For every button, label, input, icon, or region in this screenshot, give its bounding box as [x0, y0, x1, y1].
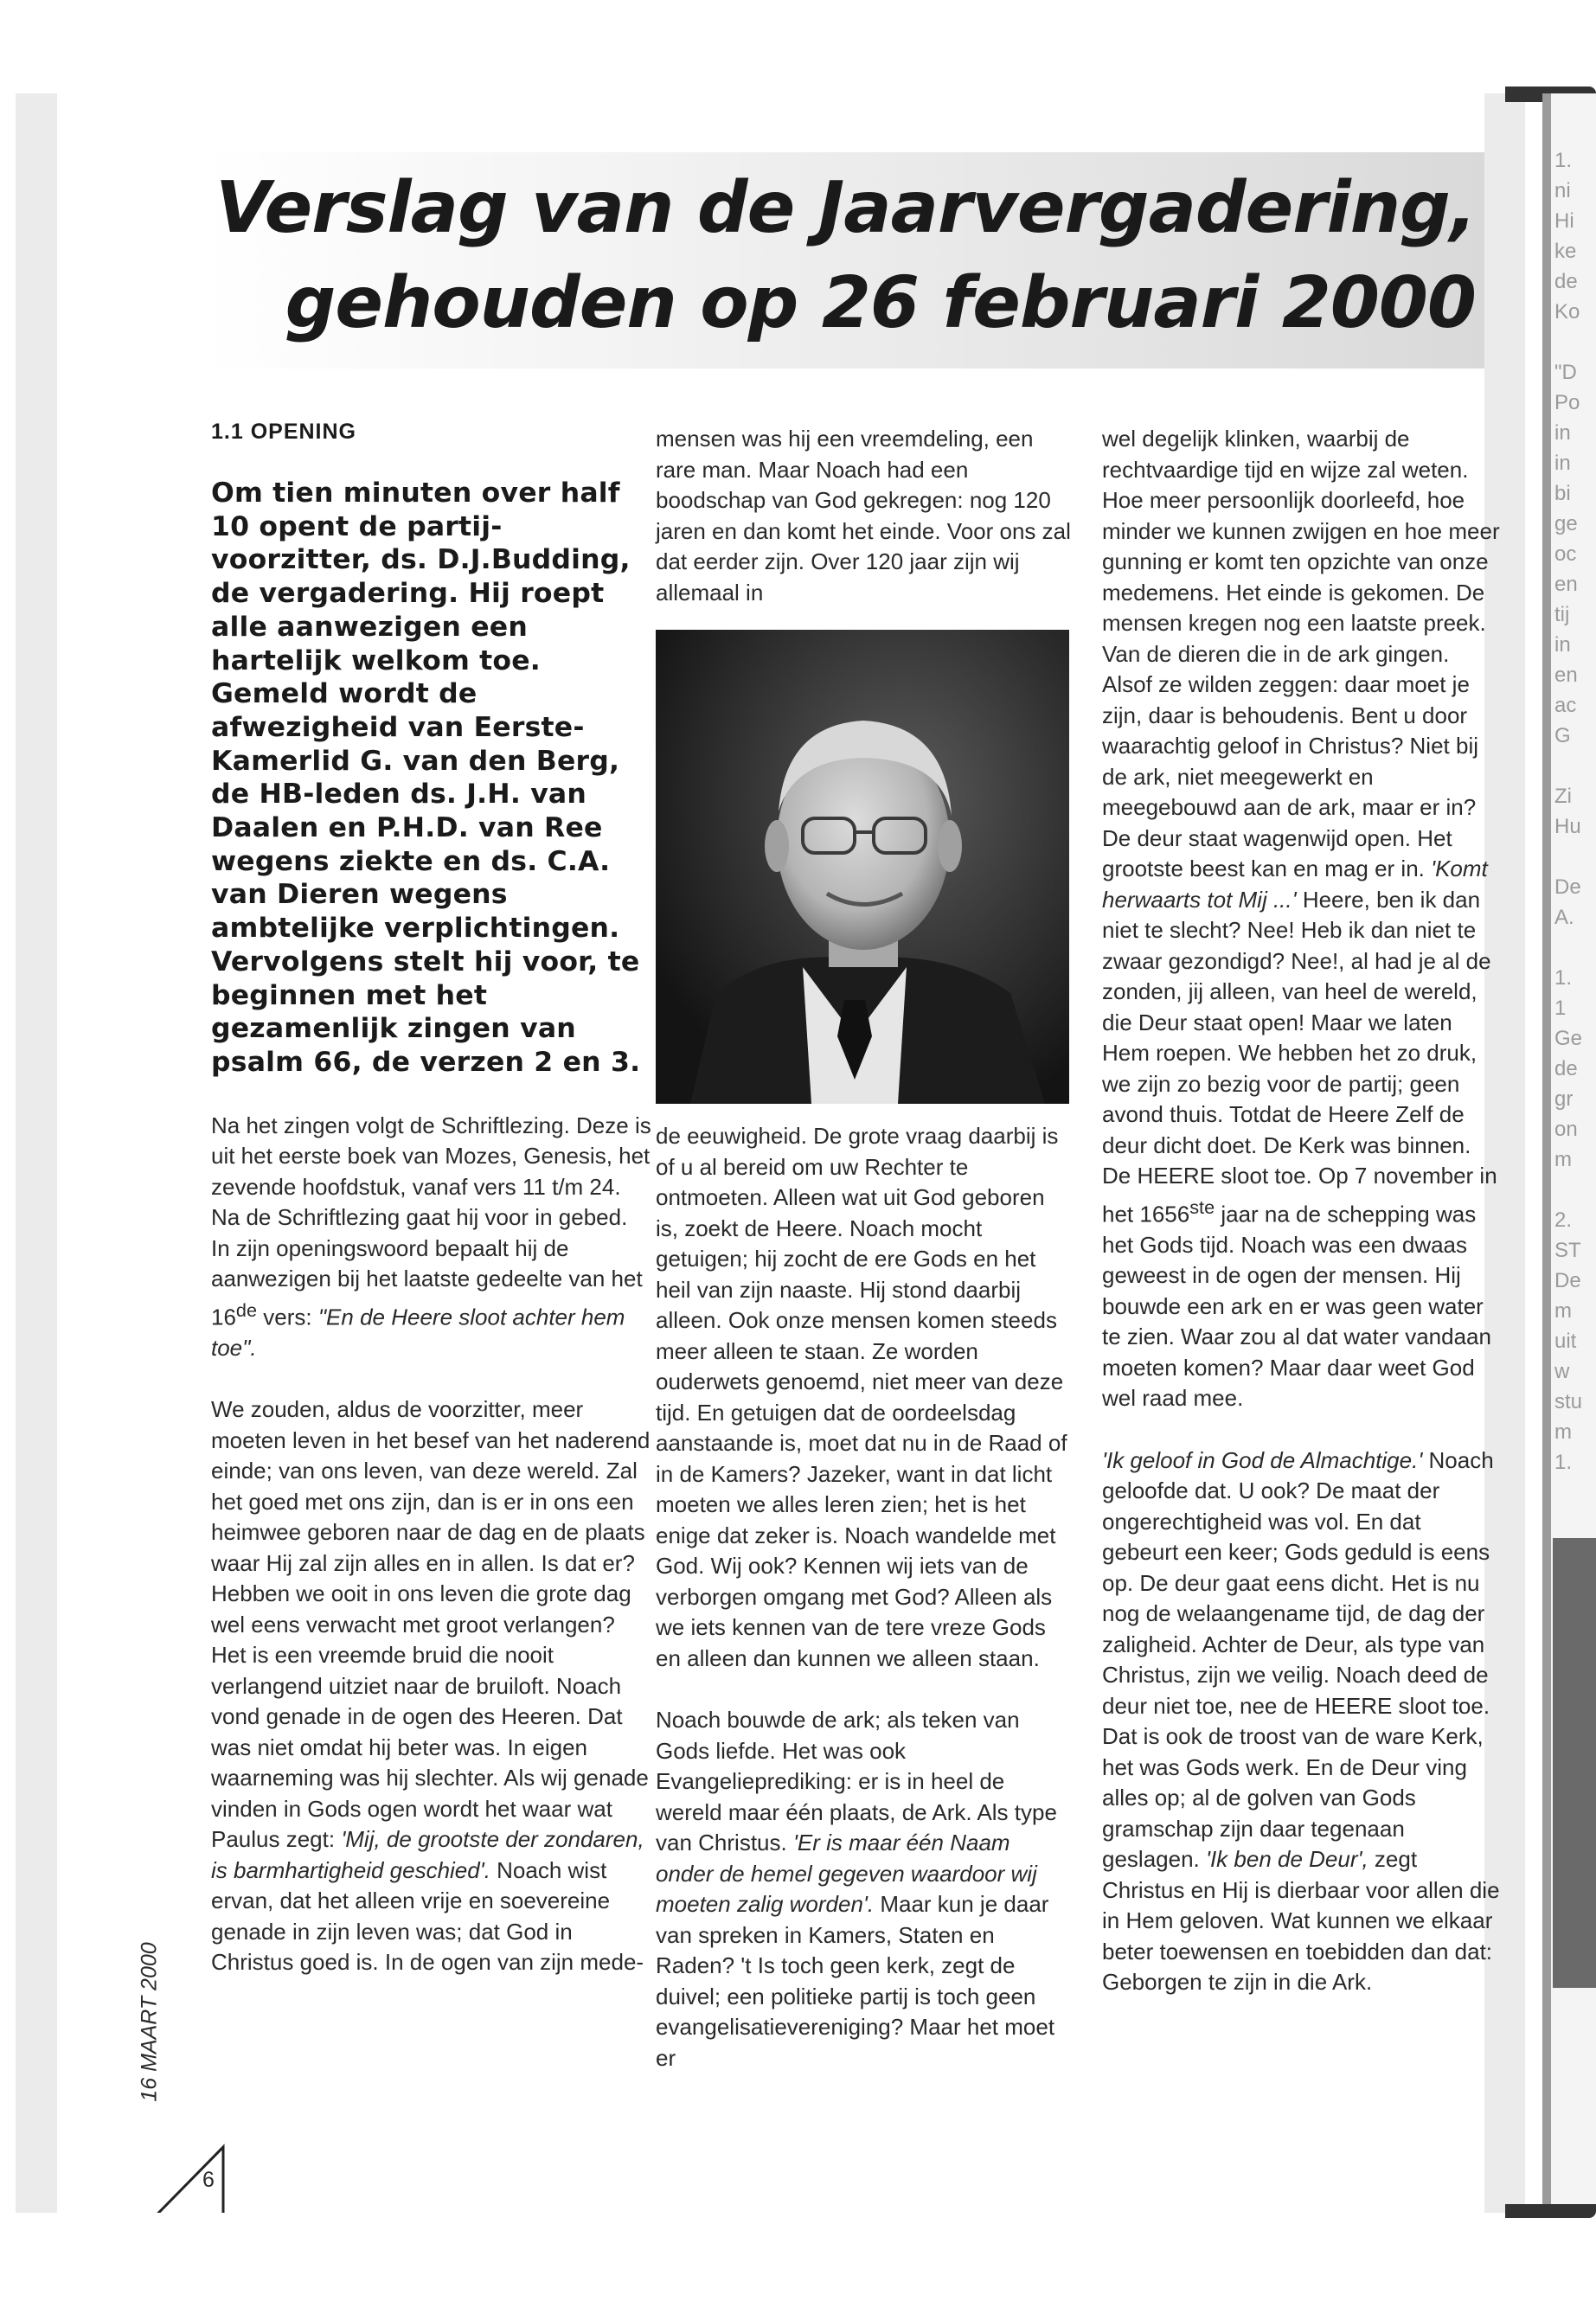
page-content [57, 93, 1500, 2213]
paragraph-vreemdeling: mensen was hij een vreemdeling, een rare man. Maar Noach had een boodschap van God gekregen: nog 120 jaren en dan komt het einde. Voor ons zal dat eerder zijn. Over 120 jaar zijn wij allemaal in [656, 426, 1071, 606]
next-page-line [1554, 327, 1596, 357]
text-run: sloot toe. Op 7 november in het 1656 [1102, 1163, 1497, 1227]
text-run: zegt Christus en Hij is dierbaar voor allen die in Hem geloven. Wat kunnen we elkaar beter toewensen en toebidden dan dat: Geborgen te zijn in die Ark. [1102, 1846, 1500, 1996]
next-page-line [1554, 751, 1596, 781]
next-page-line: Ko [1554, 300, 1580, 324]
text-run: jaar na de schepping was het Gods tijd. Noach was een dwaas geweest in de ogen der mensen. Hij bouwde een ark en er was geen water te zien. Waar zou al dat water vandaan moeten komen? Maar daar weet God wel raad mee. [1102, 1201, 1491, 1412]
quote: 'Mij, de grootste der zondaren, is barmhartigheid geschied'. [211, 1826, 644, 1883]
paragraph-schriftlezing [211, 1111, 652, 1364]
quote: "En de Heere sloot achter hem toe". [211, 1304, 625, 1361]
next-page-line: ke [1554, 240, 1577, 263]
text-run: Noach geloofde dat. U ook? De maat der ongerechtigheid was vol. En dat gebeurt een keer; Gods geduld is eens op. De deur gaat eens dicht. Het is nu nog de welaangename tijd, de dag der zaligheid. Achter de Deur, als type van Christus, zijn we veilig. Noach deed de deur niet toe, nee de [1102, 1446, 1494, 1719]
paragraph-deur [1102, 424, 1500, 1414]
next-page-line: 2. [1554, 1208, 1573, 1232]
text-run: Heere, ben ik dan niet te slecht? Nee! Heb ik dan niet te zwaar gezondigd? Nee!, al had je al de zonden, jij alleen, van heel de wereld, die Deur staat open! Maar we laten Hem roepen. We hebben het zo druk, we zijn zo bezig voor de partij; geen avond thuis. Totdat de Heere Zelf de deur dicht doet. De Kerk was binnen. De [1102, 886, 1491, 1189]
next-page-line: gr [1554, 1087, 1574, 1111]
next-page-line: de [1554, 1057, 1578, 1080]
next-page-line [1554, 1175, 1596, 1205]
quote: 'Ik geloof in God de Almachtige.' [1102, 1446, 1423, 1473]
column-3 [1102, 424, 1500, 1998]
next-page-line: en [1554, 573, 1578, 596]
issue-date [128, 1901, 163, 2152]
portrait-photo [656, 630, 1069, 1104]
title-line-1: Verslag van de Jaarvergadering, [215, 167, 1476, 249]
heere-smallcaps: HEERE [1137, 1163, 1215, 1189]
page-number: 6 [202, 2168, 215, 2192]
page-spine [1542, 93, 1551, 2213]
next-page-line: uit [1554, 1330, 1577, 1353]
next-page-line: m [1554, 1299, 1572, 1323]
column-2-top [656, 424, 1071, 608]
next-page-line: De [1554, 875, 1581, 899]
next-page-line: m [1554, 1420, 1572, 1444]
next-page-line: Hu [1554, 815, 1581, 838]
paragraph-ark [656, 1705, 1071, 2073]
binding-bottom [1505, 2204, 1596, 2218]
text-run: We zouden, aldus de voorzitter, meer moeten leven in het besef van het naderend einde; van ons leven, van deze wereld. Zal het goed met ons zijn, dan is er in ons een heimwee geboren naar de dag en de plaats waar Hij zal zijn alles en in allen. Is dat er? Hebben we ooit in ons leven die grote dag wel eens verwacht met groot verlangen? Het is een vreemde bruid die nooit verlangend uitziet naar de bruiloft. Noach vond genade in de ogen des Heeren. Dat was niet omdat hij beter was. In eigen waarneming was hij slechter. Als wij genade vinden in Gods ogen wordt het waar wat Paulus zegt: [211, 1396, 651, 1853]
next-page-line: in [1554, 421, 1571, 445]
next-page-line: stu [1554, 1390, 1583, 1413]
next-page-line: in [1554, 633, 1571, 657]
next-page-line: Po [1554, 391, 1580, 414]
next-page-line: w [1554, 1360, 1570, 1383]
next-page-line [1554, 933, 1596, 963]
article-title [126, 161, 1476, 351]
next-page-line: ge [1554, 512, 1578, 535]
next-page-line [1554, 842, 1596, 872]
next-page-line: 1. [1554, 1451, 1573, 1474]
next-page-line: in [1554, 452, 1571, 475]
next-page-edge [1542, 93, 1596, 2213]
section-lead: Om tien minuten over half 10 opent de partij-voorzitter, ds. D.J.Budding, de vergadering. Hij roept alle aanwezigen een hartelijk welkom toe. Gemeld wordt de afwezigheid van Eerste-Kamerlid G. van den Berg, de HB-leden ds. J.H. van Daalen en P.H.D. van Ree wegens ziekte en ds. C.A. van Dieren wegens ambtelijke verplichtingen. Vervolgens stelt hij voor, te beginnen met het gezamenlijk zingen van psalm 66, de verzen 2 en 3. [211, 478, 641, 1078]
section-heading: 1.1 OPENING [211, 420, 356, 444]
issue-date-text: 16 MAART 2000 [137, 1942, 162, 2102]
next-page-line: ac [1554, 694, 1577, 717]
next-page-line: Zi [1554, 785, 1572, 808]
next-page-line: 1 [1554, 997, 1567, 1020]
paragraph-voorzitter [211, 1394, 652, 1978]
magazine-page [16, 93, 1525, 2213]
superscript: ste [1189, 1195, 1215, 1218]
text-run: Noach wist ervan, dat het alleen vrije en soevereine genade in zijn leven was; dat God in Christus goed is. In de ogen van zijn mede- [211, 1856, 644, 1976]
portrait-illustration [656, 630, 1069, 1104]
next-page-line: bi [1554, 482, 1571, 505]
column-2-bottom [656, 1121, 1071, 2073]
superscript: de [235, 1298, 258, 1321]
next-page-line: G [1554, 724, 1571, 747]
column-1 [211, 418, 652, 1978]
next-page-line: ST [1554, 1239, 1581, 1262]
paragraph-eeuwigheid: de eeuwigheid. De grote vraag daarbij is of u al bereid om uw Rechter te ontmoeten. Alleen wat uit God geboren is, zoekt de Heere. Noach mocht getuigen; hij zocht de ere Gods en het heil van zijn naaste. Hij stond daarbij alleen. Ook onze mensen komen steeds meer alleen te staan. Ze worden ouderwets genoemd, niet meer van deze tijd. En getuigen dat de oordeelsdag aanstaande is, moet dat nu in de Raad of in de Kamers? Jazeker, want in dat licht moeten we alles leren zien; het is het enige dat zeker is. Noach wandelde met God. Wij ook? Kennen wij iets van de verborgen omgang met God? Alleen als we iets kennen van de tere vreze Gods en alleen dan kunnen we alleen staan. [656, 1123, 1067, 1671]
title-line-2: gehouden op 26 februari 2000 [285, 262, 1476, 344]
paragraph-almachtige [1102, 1445, 1500, 1998]
text-run: wel degelijk klinken, waarbij de rechtvaardige tijd en wijze zal weten. Hoe meer persoonlijk doorleefd, hoe minder we kunnen zwijgen en hoe meer gunning er komt ten opzichte van onze medemens. Het einde is gekomen. De mensen kregen nog een laatste preek. Van de dieren die in de ark gingen. Alsof ze wilden zeggen: daar moet je zijn, daar is behoudenis. Bent u door waarachtig geloof in Christus? Niet bij de ark, niet meegewerkt en meegebouwd aan de ark, maar er in? De deur staat wagenwijd open. Het grootste beest kan en mag er in. [1102, 426, 1500, 881]
next-page-line: A. [1554, 906, 1574, 929]
next-page-line: 1. [1554, 966, 1573, 990]
quote: 'Komt herwaarts tot Mij ...' [1102, 856, 1488, 913]
quote: 'Er is maar één Naam onder de hemel gegeven waardoor wij moeten zalig worden'. [656, 1830, 1037, 1917]
text-run: Na het zingen volgt de Schriftlezing. Deze is uit het eerste boek van Mozes, Genesis, het zevende hoofdstuk, vanaf vers 11 t/m 24. Na de Schriftlezing gaat hij voor in gebed. In zijn openingswoord bepaalt hij de aanwezigen bij het laatste gedeelte van het 16 [211, 1112, 651, 1330]
next-page-line: en [1554, 663, 1578, 687]
next-page-line: m [1554, 1148, 1572, 1171]
next-page-line: tij [1554, 603, 1570, 626]
next-page-line: De [1554, 1269, 1581, 1292]
next-page-text [1554, 145, 1596, 1477]
next-page-line: "D [1554, 361, 1577, 384]
heere-smallcaps: HEERE [1314, 1692, 1393, 1719]
next-page-photo [1553, 1538, 1596, 1988]
next-page-line: 1. [1554, 149, 1573, 172]
next-page-line: on [1554, 1118, 1578, 1141]
next-page-line: oc [1554, 542, 1577, 566]
text-run: Noach bouwde de ark; als teken van Gods liefde. Het was ook Evangelieprediking: er is in heel de wereld maar één plaats, de Ark. Als type van Christus. [656, 1707, 1057, 1856]
next-page-line: Hi [1554, 209, 1574, 233]
next-page-line: ni [1554, 179, 1571, 202]
text-run: vers: [257, 1304, 318, 1330]
next-page-line: Ge [1554, 1027, 1583, 1050]
quote: 'Ik ben de Deur', [1205, 1846, 1368, 1873]
next-page-line: de [1554, 270, 1578, 293]
text-run: Maar kun je daar van spreken in Kamers, Staten en Raden? 't Is toch geen kerk, zegt de duivel; een politieke partij is toch geen evangelisatievereniging? Maar het moet er [656, 1891, 1055, 2071]
text-run: sloot toe. Dat is ook de troost van de ware Kerk, het was Gods werk. En de Deur ving alles op; al de golven van Gods gramschap zijn daar tegenaan geslagen. [1102, 1692, 1490, 1873]
